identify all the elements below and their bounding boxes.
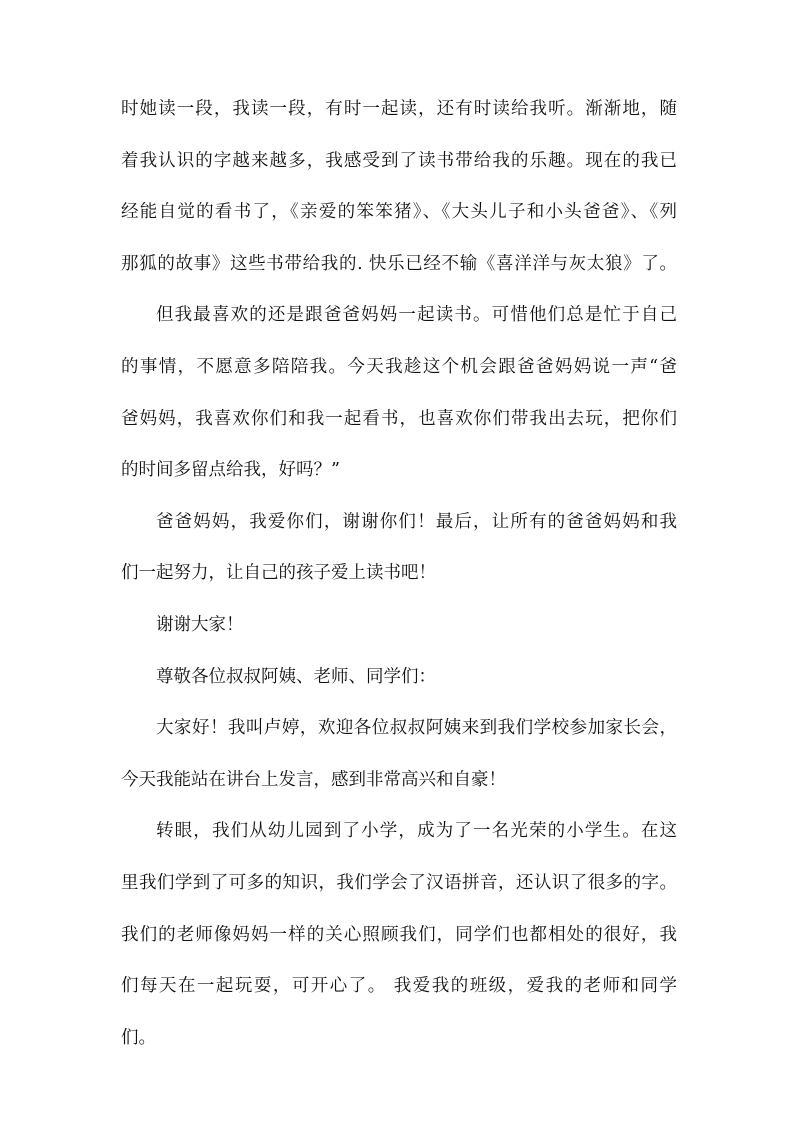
text-line: 谢谢大家！ bbox=[156, 614, 244, 635]
text-line: 尊敬各位叔叔阿姨、老师、同学们： bbox=[156, 666, 436, 687]
text-line: 我们的老师像妈妈一样的关心照顾我们，同学们也都相处的很好，我 bbox=[121, 924, 677, 945]
text-line: 但我最喜欢的还是跟爸爸妈妈一起读书。可惜他们总是忙于自己 bbox=[156, 305, 677, 326]
text-line: 们一起努力，让自己的孩子爱上读书吧！ bbox=[121, 563, 436, 584]
paragraph-salutation bbox=[121, 652, 677, 704]
paragraph-reading-together bbox=[121, 84, 677, 290]
paragraph-love-parents bbox=[121, 497, 677, 600]
text-line: 着我认识的字越来越多，我感受到了读书带给我的乐趣。现在的我已 bbox=[121, 150, 677, 171]
text-line: 经能自觉的看书了，《亲爱的笨笨猪》、《大头儿子和小头爸爸》、《列 bbox=[121, 202, 677, 223]
text-line: 的事情，不愿意多陪陪我。今天我趁这个机会跟爸爸妈妈说一声“爸 bbox=[121, 356, 677, 377]
text-line: 那狐的故事》这些书带给我的. 快乐已经不输《喜洋洋与灰太狼》了。 bbox=[121, 253, 677, 274]
text-line: 里我们学到了可多的知识，我们学会了汉语拼音，还认识了很多的字。 bbox=[121, 872, 677, 893]
text-line: 的时间多留点给我，好吗？” bbox=[121, 460, 340, 481]
text-line: 大家好！我叫卢婷，欢迎各位叔叔阿姨来到我们学校参加家长会， bbox=[156, 718, 677, 739]
text-line: 时她读一段，我读一段，有时一起读，还有时读给我听。渐渐地，随 bbox=[121, 99, 677, 119]
text-line: 转眼，我们从幼儿园到了小学，成为了一名光荣的小学生。在这 bbox=[156, 821, 677, 842]
paragraph-school-life bbox=[121, 806, 677, 1064]
text-line: 们。 bbox=[121, 1027, 156, 1048]
text-line: 爸爸妈妈，我爱你们，谢谢你们！最后，让所有的爸爸妈妈和我 bbox=[156, 511, 677, 532]
text-line: 爸妈妈，我喜欢你们和我一起看书，也喜欢你们带我出去玩，把你们 bbox=[121, 408, 677, 429]
text-line: 今天我能站在讲台上发言，感到非常高兴和自豪！ bbox=[121, 769, 506, 790]
paragraph-thanks bbox=[121, 600, 677, 652]
document-body bbox=[121, 84, 677, 1064]
paragraph-parents-reading bbox=[121, 290, 677, 496]
text-line: 们每天在一起玩耍，可开心了。 我爱我的班级，爱我的老师和同学 bbox=[121, 976, 677, 997]
paragraph-greeting bbox=[121, 703, 677, 806]
